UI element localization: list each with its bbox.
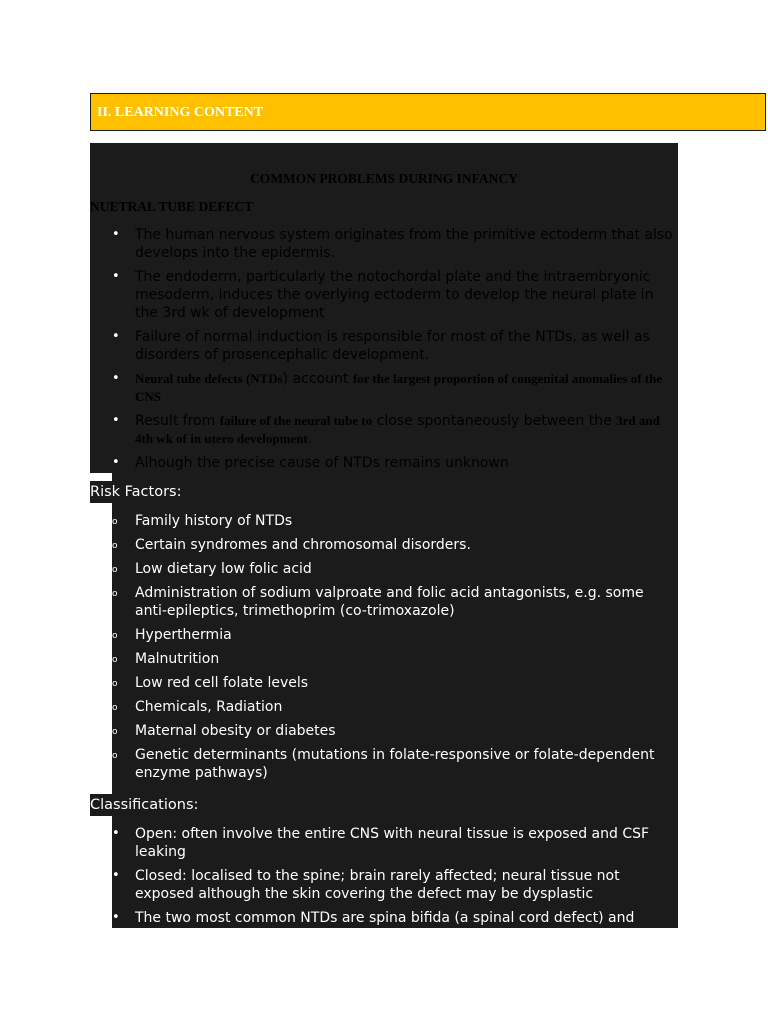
- circle-bullet-icon: o: [112, 589, 118, 599]
- list-item: • Open: often involve the entire CNS with neural tissue is exposed and CSF leaking: [112, 826, 650, 860]
- list-item: • Result from failure of the neural tube to close spontaneously between the 3rd and 4th wk of in utero development.: [112, 413, 660, 447]
- bullet-icon: •: [112, 269, 120, 284]
- list-item: o Malnutrition: [112, 651, 220, 667]
- circle-bullet-icon: o: [112, 631, 118, 641]
- list-item: • The endoderm, particularly the notochordal plate and the intraembryonic mesoderm, induces the overlying ectoderm to develop the neural plate in the 3rd wk of development: [112, 269, 654, 321]
- list-item: o Chemicals, Radiation: [112, 699, 283, 715]
- section-title: II. LEARNING CONTENT: [97, 105, 264, 120]
- list-item: • Alhough the precise cause of NTDs remains unknown: [112, 455, 509, 471]
- bullet-icon: •: [112, 371, 120, 386]
- page-heading: COMMON PROBLEMS DURING INFANCY: [250, 171, 518, 186]
- circle-bullet-icon: o: [112, 517, 118, 527]
- list-item: • The human nervous system originates from the primitive ectoderm that also develops into the epidermis.: [112, 227, 673, 261]
- topic-heading: NUETRAL TUBE DEFECT: [90, 199, 254, 214]
- bullet-icon: •: [112, 329, 120, 344]
- list-item: o Hyperthermia: [112, 627, 232, 643]
- bullet-icon: •: [112, 227, 120, 242]
- classifications-list: [90, 825, 678, 945]
- circle-bullet-icon: o: [112, 751, 118, 761]
- list-item: o Certain syndromes and chromosomal disorders.: [112, 537, 471, 553]
- circle-bullet-icon: o: [112, 565, 118, 575]
- bullet-icon: •: [112, 868, 120, 883]
- list-item: o Low red cell folate levels: [112, 675, 309, 691]
- circle-bullet-icon: o: [112, 703, 118, 713]
- circle-bullet-icon: o: [112, 679, 118, 689]
- risk-factors-label: Risk Factors:: [90, 484, 182, 500]
- circle-bullet-icon: o: [112, 655, 118, 665]
- circle-bullet-icon: o: [112, 727, 118, 737]
- circle-bullet-icon: o: [112, 541, 118, 551]
- list-item: o Genetic determinants (mutations in folate-responsive or folate-dependent enzyme pathways): [112, 747, 655, 781]
- list-item: o Administration of sodium valproate and folic acid antagonists, e.g. some anti-epileptics, trimethoprim (co-trimoxazole): [112, 585, 644, 619]
- bullet-icon: •: [112, 826, 120, 841]
- bullet-icon: •: [112, 910, 120, 925]
- classifications-label: Classifications:: [90, 797, 199, 813]
- list-item: • Closed: localised to the spine; brain rarely affected; neural tissue not exposed although the skin covering the defect may be dysplastic: [112, 868, 620, 902]
- bullet-icon: •: [112, 455, 120, 470]
- list-item: o Low dietary low folic acid: [112, 561, 312, 577]
- risk-factors-list: [90, 512, 678, 782]
- list-item: o Family history of NTDs: [112, 513, 293, 529]
- list-item: • Failure of normal induction is responsible for most of the NTDs, as well as disorders of prosencephalic development.: [112, 329, 650, 363]
- bullet-icon: •: [112, 413, 120, 428]
- list-item: o Maternal obesity or diabetes: [112, 723, 336, 739]
- section-title-bar: [90, 93, 766, 131]
- list-item: • The two most common NTDs are spina bifida (a spinal cord defect) and anencephaly (a brain defect).: [112, 910, 635, 944]
- list-item: • Neural tube defects (NTDs) account for the largest proportion of congenital anomalies of the CNS: [112, 371, 663, 404]
- intro-list: [90, 226, 678, 472]
